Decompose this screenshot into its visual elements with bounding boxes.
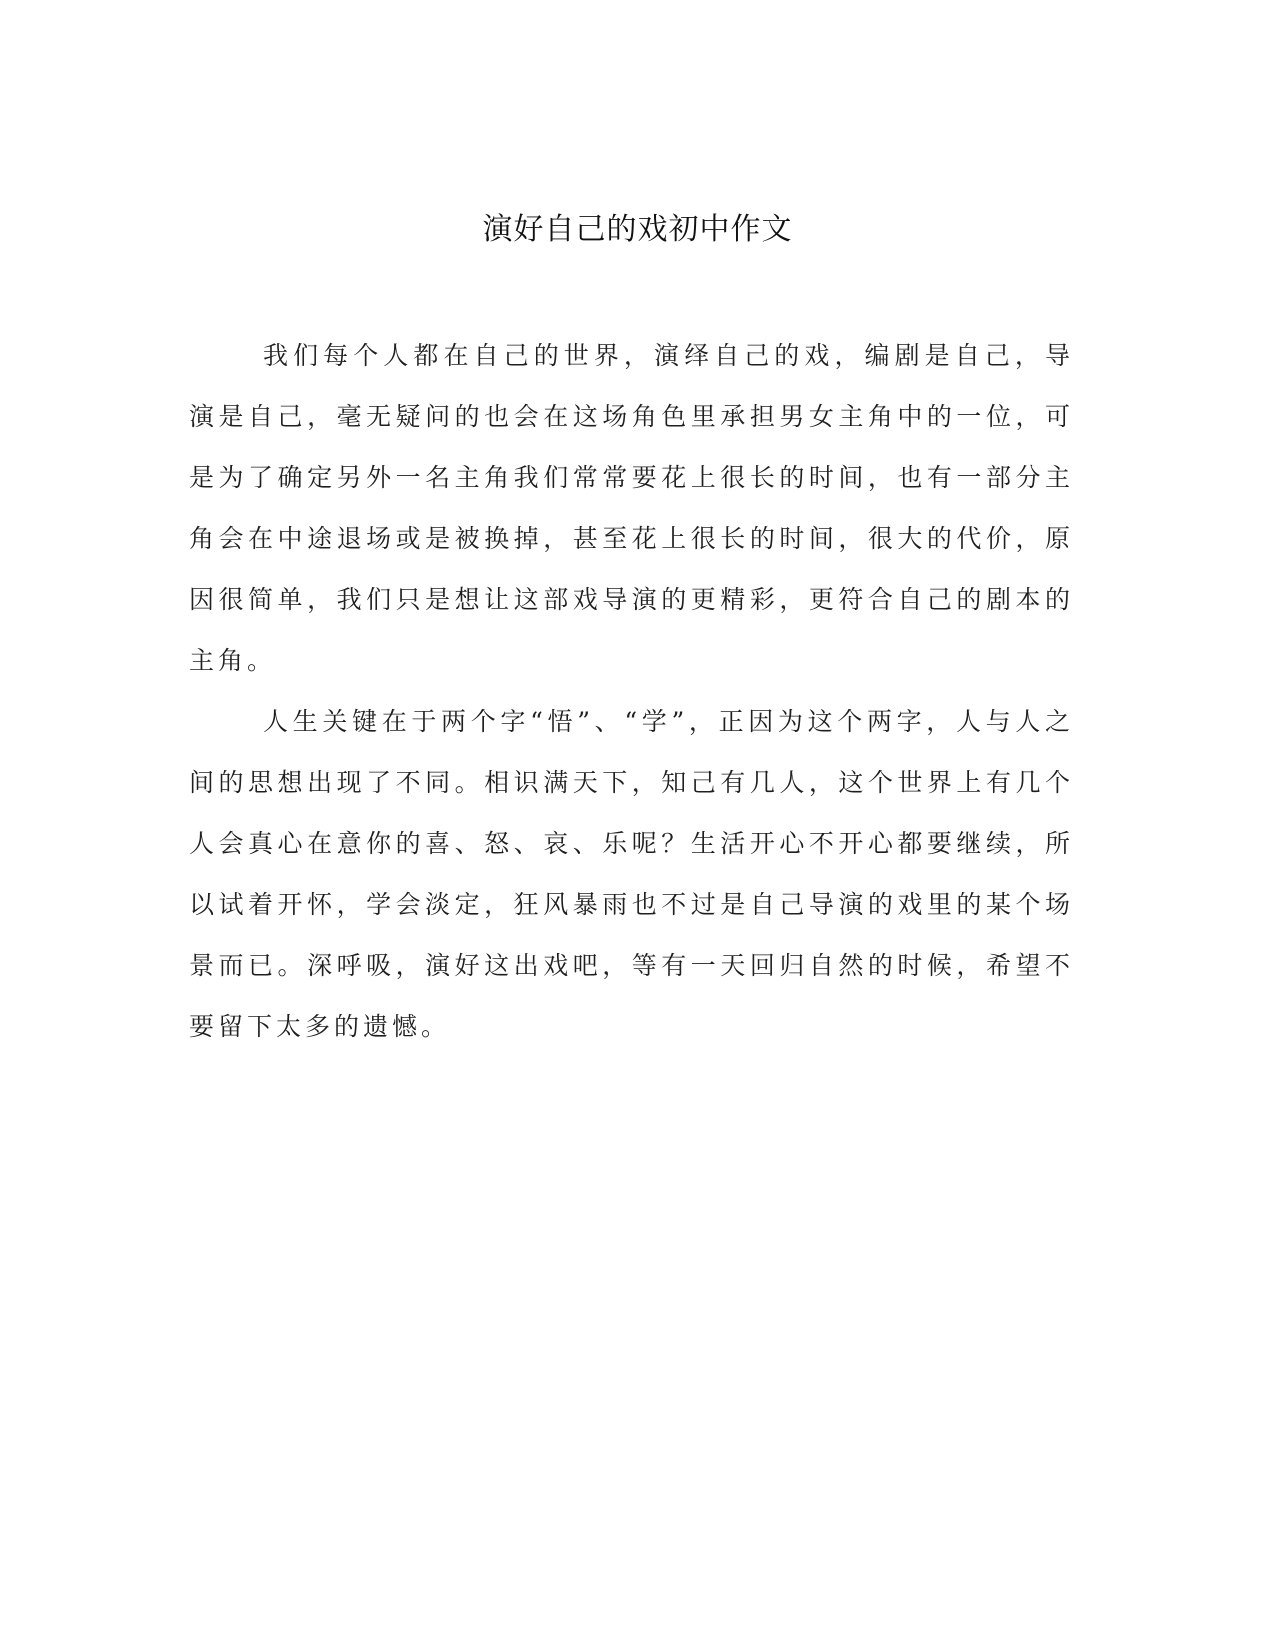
paragraph-1: 我们每个人都在自己的世界，演绎自己的戏，编剧是自己，导演是自己，毫无疑问的也会在这场角色里承担男女主角中的一位，可是为了确定另外一名主角我们常常要花上很长的时间，也有一部分主角会在中途退场或是被换掉，甚至花上很长的时间，很大的代价，原因很简单，我们只是想让这部戏导演的更精彩，更符合自己的剧本的主角。 <box>189 341 1074 675</box>
paragraph-2: 人生关键在于两个字“悟”、“学”，正因为这个两字，人与人之间的思想出现了不同。相识满天下，知己有几人，这个世界上有几个人会真心在意你的喜、怒、哀、乐呢？生活开心不开心都要继续，所以试着开怀，学会淡定，狂风暴雨也不过是自己导演的戏里的某个场景而已。深呼吸，演好这出戏吧，等有一天回归自然的时候，希望不要留下太多的遗憾。 <box>189 707 1074 1041</box>
document-body <box>189 325 1074 1057</box>
document-title: 演好自己的戏初中作文 <box>482 212 793 247</box>
